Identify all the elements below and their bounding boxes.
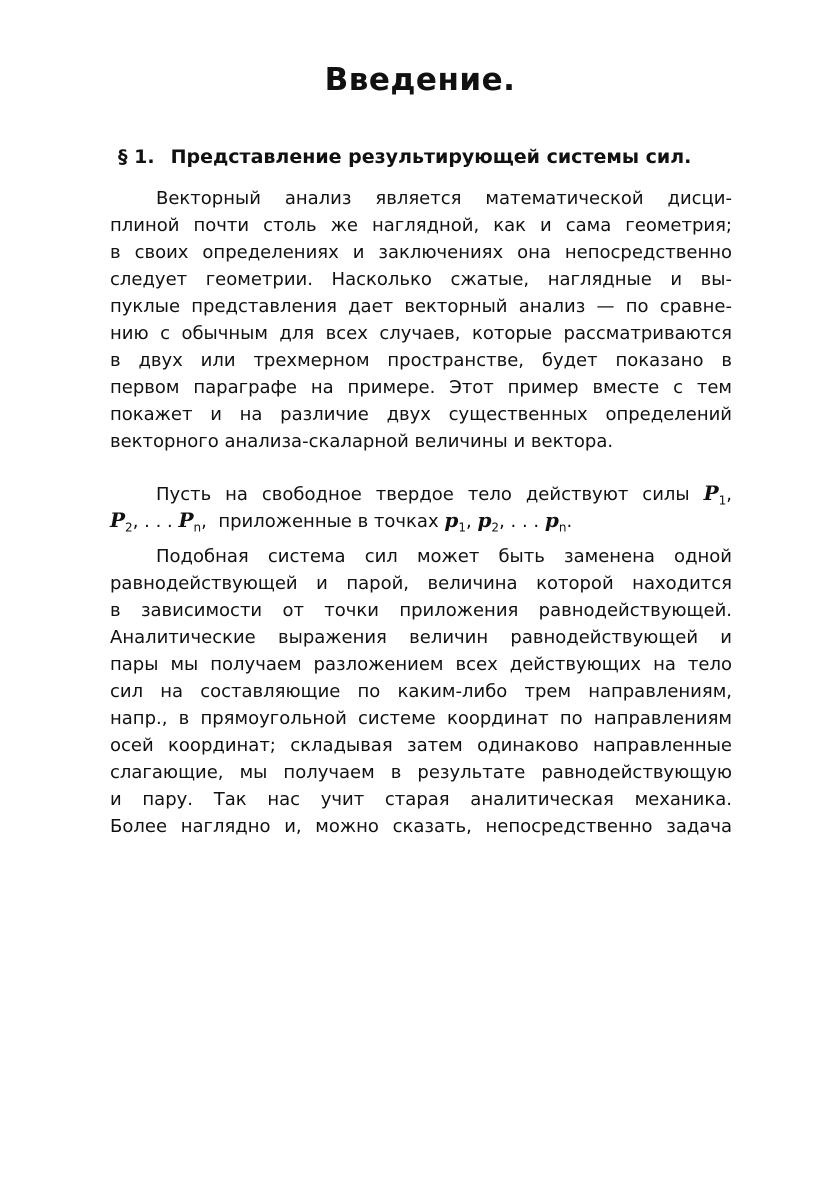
comma: , [726, 484, 732, 505]
points-text: приложенные в точках [218, 511, 439, 532]
text-line: и пару. Так нас учит старая аналитическая механика. [110, 789, 732, 810]
text-line: следует геометрии. Насколько сжатые, наглядные и вы- [110, 269, 732, 290]
force-symbol: P [178, 508, 194, 532]
force-symbol: P [110, 508, 126, 532]
text-line: Аналитические выражения величин равнодействующей и [110, 627, 732, 648]
text-line [110, 507, 732, 534]
section-number: § 1. [118, 146, 155, 168]
ellipsis: . . . [144, 511, 173, 532]
text-line: осей координат; складывая затем одинаково направленные [110, 735, 732, 756]
section-heading [118, 146, 738, 168]
text-line: пары мы получаем разложением всех действующих на тело [110, 654, 732, 675]
text-line: плиной почти столь же наглядной, как и сама геометрия; [110, 215, 732, 236]
subscript: 2 [491, 520, 500, 535]
comma: , [201, 511, 207, 532]
comma: , [465, 511, 472, 532]
text-line: равнодействующей и парой, величина которой находится [110, 573, 732, 594]
text-line: напр., в прямоугольной системе координат по направлениям [110, 708, 732, 729]
point-symbol: p [544, 508, 559, 532]
point-symbol: p [477, 508, 492, 532]
subscript: n [193, 520, 202, 535]
text-line: первом параграфе на примере. Этот пример вместе с тем [110, 377, 732, 398]
text-line: Более наглядно и, можно сказать, непосредственно задача [110, 816, 732, 837]
comma: , [132, 511, 139, 532]
text-line: сил на составляющие по каким-либо трем направлениям, [110, 681, 732, 702]
text-line: нию с обычным для всех случаев, которые рассматриваются [110, 323, 732, 344]
subscript: 1 [718, 493, 727, 508]
text-line: слагающие, мы получаем в результате равнодействующую [110, 762, 732, 783]
forces-text: Пусть на свободное твердое тело действуют силы [156, 484, 690, 505]
point-symbol: p [444, 508, 459, 532]
subscript: n [558, 520, 567, 535]
paragraph-vector-analysis [110, 185, 732, 455]
paragraph-resultant [110, 543, 732, 840]
text-line: в зависимости от точки приложения равнодействующей. [110, 600, 732, 621]
text-line: пуклые представления дает векторный анализ — по сравне- [110, 296, 732, 317]
ellipsis: . . . [510, 511, 540, 532]
text-line: Векторный анализ является математической дисци- [156, 188, 732, 209]
force-symbol: P [703, 481, 719, 505]
text-line: векторного анализа-скаларной величины и вектора. [110, 431, 614, 452]
subscript: 1 [458, 520, 466, 535]
text-line: Подобная система сил может быть заменена одной [156, 546, 732, 567]
subscript: 2 [125, 520, 133, 535]
text-line: покажет и на различие двух существенных определений [110, 404, 732, 425]
text-line: в двух или трехмерном пространстве, будет показано в [110, 350, 732, 371]
text-line: в своих определениях и заключениях она непосредственно [110, 242, 732, 263]
paragraph-forces [110, 480, 732, 534]
text-line [110, 480, 732, 507]
comma: , [499, 511, 505, 532]
period: . [566, 511, 573, 532]
chapter-title: Введение. [324, 62, 516, 98]
section-title: Представление результирующей системы сил. [170, 146, 692, 168]
